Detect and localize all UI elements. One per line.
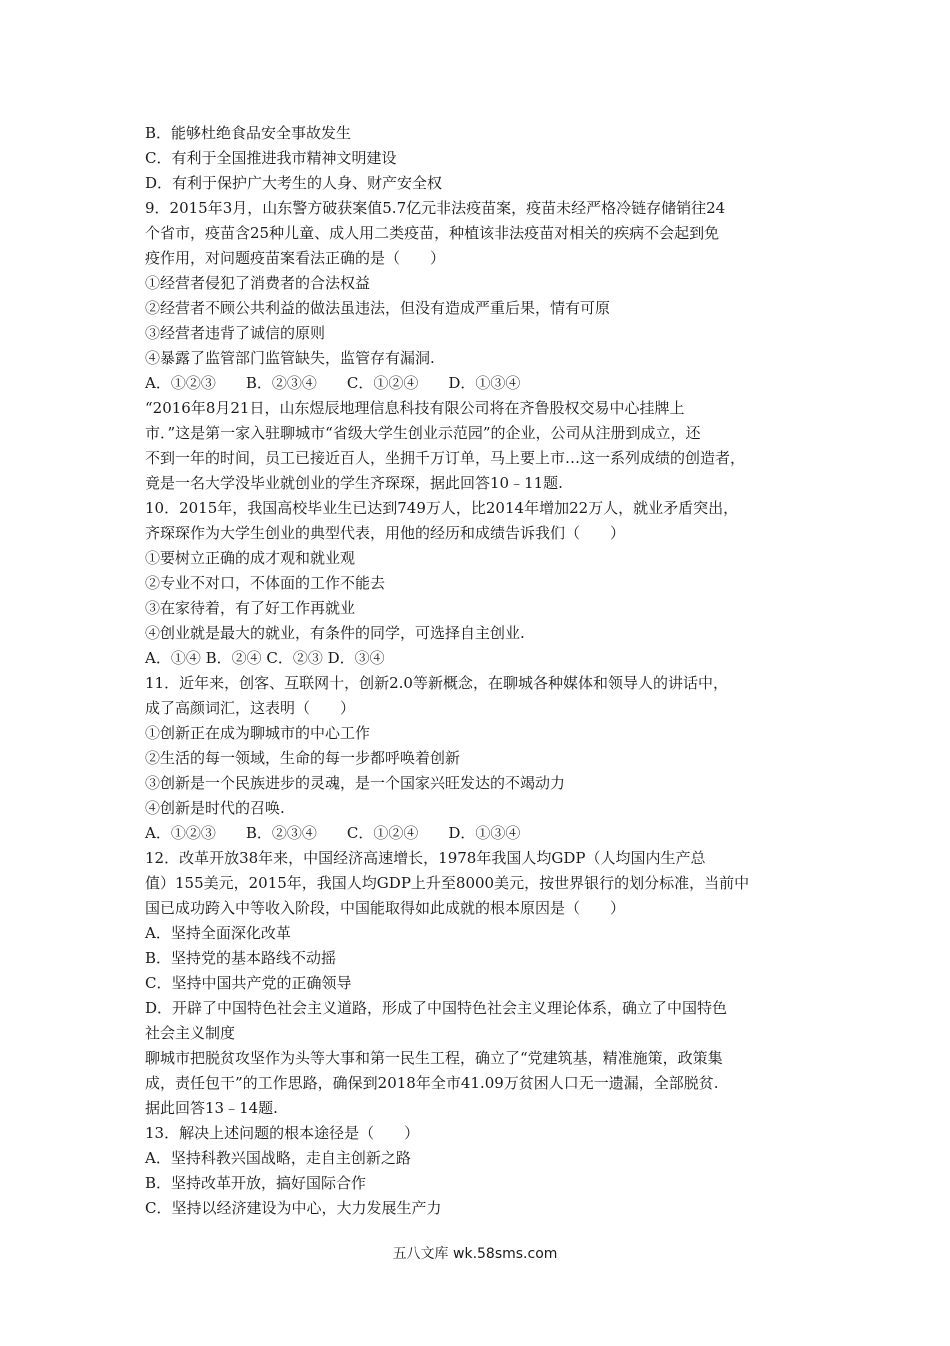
text-line: B．坚持党的基本路线不动摇 xyxy=(145,949,337,967)
text-line: 竟是一名大学没毕业就创业的学生齐琛琛，据此回答10﹣11题. xyxy=(145,474,563,492)
text-line: A．坚持科教兴国战略，走自主创新之路 xyxy=(145,1149,411,1167)
text-line: ①要树立正确的成才观和就业观 xyxy=(145,549,356,567)
text-line: 齐琛琛作为大学生创业的典型代表，用他的经历和成绩告诉我们（ ） xyxy=(145,524,626,542)
text-line: ②专业不对口，不体面的工作不能去 xyxy=(145,574,386,592)
text-line: 社会主义制度 xyxy=(145,1024,236,1042)
text-line: ②生活的每一领域，生命的每一步都呼唤着创新 xyxy=(145,749,461,767)
text-line: ④创新是时代的召唤. xyxy=(145,799,285,817)
text-line: 成了高颜词汇，这表明（ ） xyxy=(145,699,356,717)
text-line: “2016年8月21日，山东煜辰地理信息科技有限公司将在齐鲁股权交易中心挂牌上 xyxy=(145,399,685,417)
text-line: ④创业就是最大的就业，有条件的同学，可选择自主创业. xyxy=(145,624,525,642)
text-line: 疫作用，对问题疫苗案看法正确的是（ ） xyxy=(145,249,446,267)
text-line: 市．”这是第一家入驻聊城市“省级大学生创业示范园”的企业，公司从注册到成立，还 xyxy=(145,424,701,442)
text-line: 国已成功跨入中等收入阶段，中国能取得如此成就的根本原因是（ ） xyxy=(145,899,626,917)
text-line: ①经营者侵犯了消费者的合法权益 xyxy=(145,274,371,292)
text-line: A．①②③ B．②③④ C．①②④ D．①③④ xyxy=(145,374,521,392)
document-body xyxy=(145,121,815,1221)
text-line: B．坚持改革开放，搞好国际合作 xyxy=(145,1174,367,1192)
text-line: 值）155美元，2015年，我国人均GDP上升至8000美元，按世界银行的划分标准，当前中 xyxy=(145,874,750,892)
text-line: C．有利于全国推进我市精神文明建设 xyxy=(145,149,397,167)
text-line: 聊城市把脱贫攻坚作为头等大事和第一民生工程，确立了“党建筑基，精准施策，政策集 xyxy=(145,1049,723,1067)
text-line: 11．近年来，创客、互联网十，创新2.0等新概念，在聊城各种媒体和领导人的讲话中， xyxy=(145,674,728,692)
text-line: 成，责任包干”的工作思路，确保到2018年全市41.09万贫困人口无一遗漏，全部脱贫. xyxy=(145,1074,719,1092)
text-line: C．坚持以经济建设为中心，大力发展生产力 xyxy=(145,1199,442,1217)
text-line: C．坚持中国共产党的正确领导 xyxy=(145,974,352,992)
text-line: A．①④ B．②④ C．②③ D．③④ xyxy=(145,649,385,667)
text-line: 不到一年的时间，员工已接近百人，坐拥千万订单，马上要上市…这一系列成绩的创造者， xyxy=(145,449,746,467)
text-line: ③经营者违背了诚信的原则 xyxy=(145,324,326,342)
text-line: 9．2015年3月，山东警方破获案值5.7亿元非法疫苗案，疫苗未经严格冷链存储销往24 xyxy=(145,199,726,217)
text-line: ②经营者不顾公共利益的做法虽违法，但没有造成严重后果，情有可原 xyxy=(145,299,611,317)
text-line: A．坚持全面深化改革 xyxy=(145,924,291,942)
text-line: 据此回答13﹣14题. xyxy=(145,1099,278,1117)
text-line: 个省市，疫苗含25种儿童、成人用二类疫苗，种植该非法疫苗对相关的疾病不会起到免 xyxy=(145,224,720,242)
text-line: 12．改革开放38年来，中国经济高速增长，1978年我国人均GDP（人均国内生产总 xyxy=(145,849,706,867)
text-line: D．有利于保护广大考生的人身、财产安全权 xyxy=(145,174,443,192)
footer-watermark: 五八文库 wk.58sms.com xyxy=(392,1246,558,1262)
text-line: D．开辟了中国特色社会主义道路，形成了中国特色社会主义理论体系，确立了中国特色 xyxy=(145,999,728,1017)
text-line: ①创新正在成为聊城市的中心工作 xyxy=(145,724,371,742)
text-line: 10．2015年，我国高校毕业生已达到749万人，比2014年增加22万人，就业矛盾突出， xyxy=(145,499,739,517)
text-line: 13．解决上述问题的根本途径是（ ） xyxy=(145,1124,420,1142)
text-line: A．①②③ B．②③④ C．①②④ D．①③④ xyxy=(145,824,521,842)
text-line: B．能够杜绝食品安全事故发生 xyxy=(145,124,352,142)
text-line: ③创新是一个民族进步的灵魂，是一个国家兴旺发达的不竭动力 xyxy=(145,774,566,792)
text-line: ③在家待着，有了好工作再就业 xyxy=(145,599,356,617)
text-line: ④暴露了监管部门监管缺失，监管存有漏洞. xyxy=(145,349,435,367)
